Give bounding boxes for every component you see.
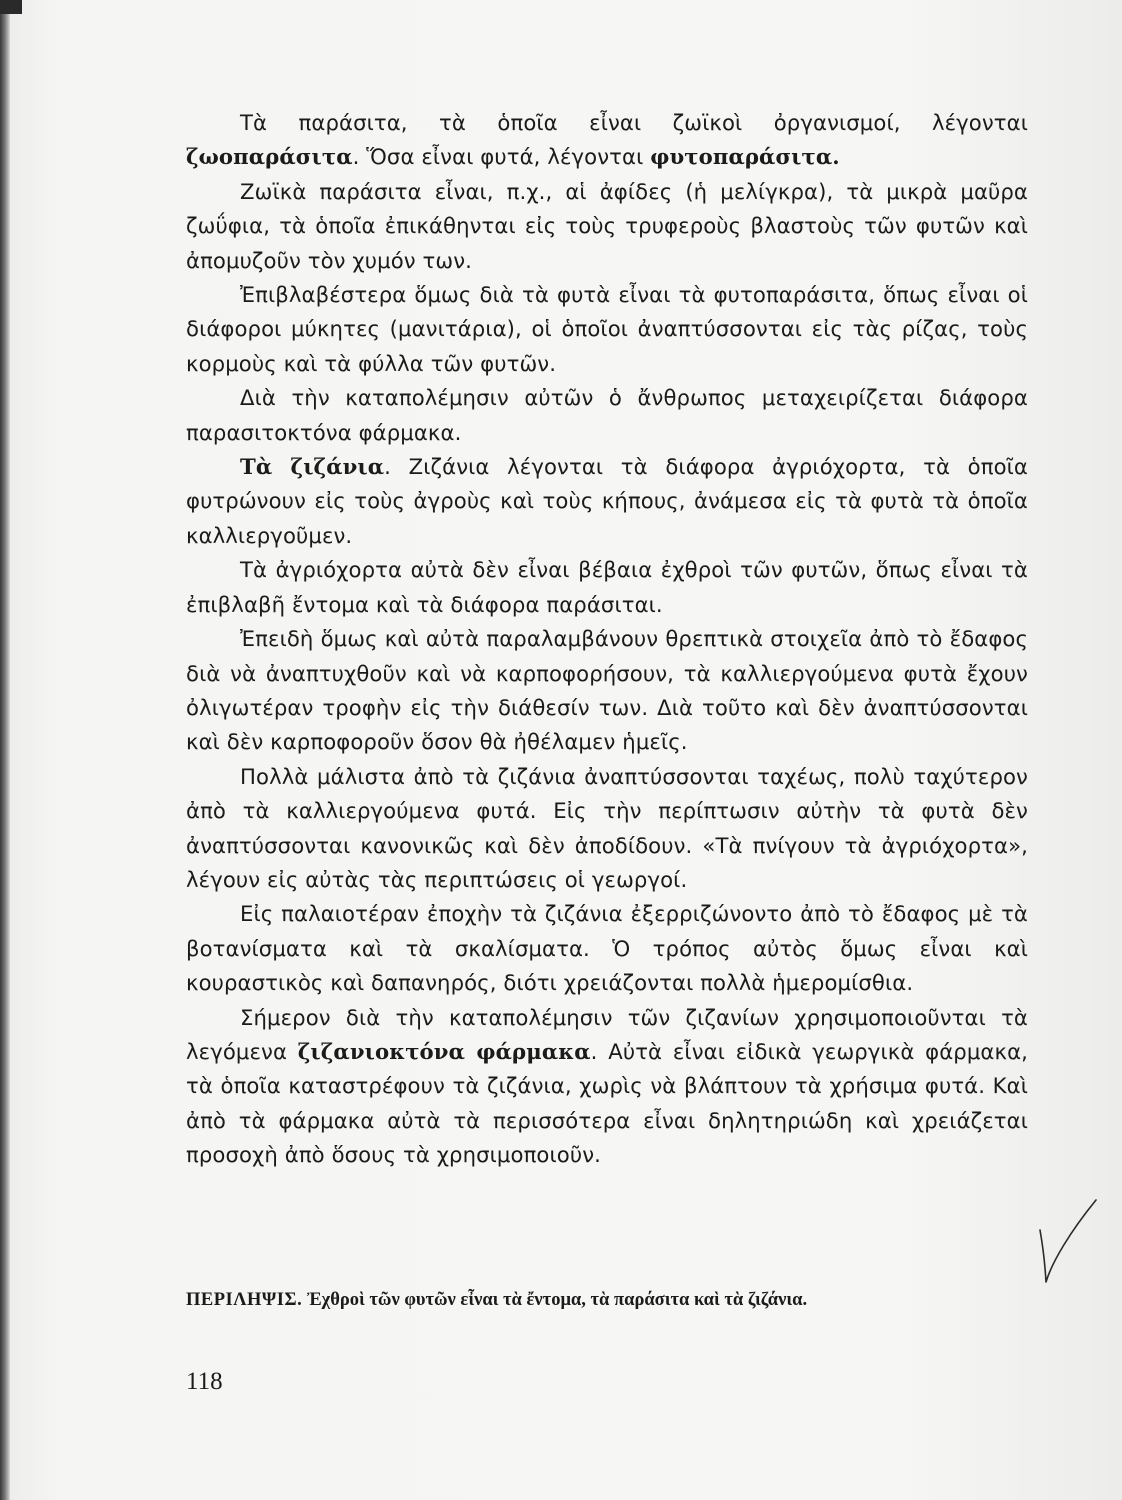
paragraph-text: . Ζιζάνια λέγονται τὰ διάφορα ἀγριόχορτα, τὰ ὁποῖα φυτρώνουν εἰς τοὺς ἀγροὺς καὶ τοὺς κήπους, ἀνάμεσα εἰς τὰ φυτὰ τὰ ὁποῖα καλλιεργοῦμεν.	[186, 454, 1028, 548]
page-corner-shadow	[0, 0, 22, 14]
summary-text: Ἐχθροὶ τῶν φυτῶν εἶναι τὰ ἔντομα, τὰ παράσιτα καὶ τὰ ζιζάνια.	[302, 1290, 808, 1310]
paragraph	[186, 278, 1028, 381]
paragraph-text: Ἐπιβλαβέστερα ὅμως διὰ τὰ φυτὰ εἶναι τὰ φυτοπαράσιτα, ὅπως εἶναι οἱ διάφοροι μύκητες (μανιτάρια), οἱ ὁποῖοι ἀναπτύσσονται εἰς τὰς ρίζας, τοὺς κορμοὺς καὶ τὰ φύλλα τῶν φυτῶν.	[186, 282, 1028, 376]
page-number: 118	[186, 1368, 223, 1395]
paragraph	[186, 897, 1028, 1000]
bold-term: ζωοπαράσιτα	[186, 144, 353, 170]
paragraph-text: Ζωϊκὰ παράσιτα εἶναι, π.χ., αἱ ἀφίδες (ἡ μελίγκρα), τὰ μικρὰ μαῦρα ζωΰφια, τὰ ὁποῖα ἐπικάθηνται εἰς τοὺς τρυφεροὺς βλαστοὺς τῶν φυτῶν καὶ ἀπομυζοῦν τὸν χυμόν των.	[186, 178, 1028, 273]
summary-label: ΠΕΡΙΛΗΨΙΣ.	[186, 1290, 303, 1310]
bold-term: Τὰ ζιζάνια	[240, 454, 385, 480]
page-binding-edge	[0, 0, 10, 1500]
paragraph	[186, 622, 1028, 760]
paragraph-text: Τὰ ἀγριόχορτα αὐτὰ δὲν εἶναι βέβαια ἐχθροὶ τῶν φυτῶν, ὅπως εἶναι τὰ ἐπιβλαβῆ ἔντομα καὶ τὰ διάφορα παράσιται.	[186, 557, 1028, 617]
paragraph-text: Πολλὰ μάλιστα ἀπὸ τὰ ζιζάνια ἀναπτύσσονται ταχέως, πολὺ ταχύτερον ἀπὸ τὰ καλλιεργούμενα φυτά. Εἰς τὴν περίπτωσιν αὐτὴν τὰ φυτὰ δὲν ἀναπτύσσονται κανονικῶς καὶ δὲν ἀποδίδουν. «Τὰ πνίγουν τὰ ἀγριόχορτα», λέγουν εἰς αὐτὰς τὰς περιπτώσεις οἱ γεωργοί.	[186, 763, 1028, 892]
paragraph	[186, 760, 1028, 898]
body-text	[186, 106, 1028, 1173]
paragraph	[186, 106, 1028, 175]
paragraph	[186, 553, 1028, 622]
summary	[186, 1284, 1028, 1316]
paragraph	[186, 1001, 1028, 1173]
paragraph-text: Τὰ παράσιτα, τὰ ὁποῖα εἶναι ζωϊκοὶ ὀργανισμοί, λέγονται	[240, 110, 1028, 135]
paragraph	[186, 175, 1028, 278]
handwritten-checkmark-icon	[1030, 1192, 1110, 1292]
paragraph-text: . Αὐτὰ εἶναι εἰδικὰ γεωργικὰ φάρμακα, τὰ ὁποῖα καταστρέφουν τὰ ζιζάνια, χωρὶς νὰ βλάπτουν τὰ χρήσιμα φυτά. Καὶ ἀπὸ τὰ φάρμακα αὐτὰ τὰ περισσότερα εἶναι δηλητηριώδη καὶ χρειάζεται προσοχὴ ἀπὸ ὅσους τὰ χρησιμοποιοῦν.	[186, 1038, 1028, 1168]
paragraph	[186, 381, 1028, 450]
paragraph	[186, 450, 1028, 553]
paragraph-text: Διὰ τὴν καταπολέμησιν αὐτῶν ὁ ἄνθρωπος μεταχειρίζεται διάφορα παρασιτοκτόνα φάρμακα.	[186, 385, 1028, 445]
paragraph-text: Σήμερον διὰ τὴν καταπολέμησιν τῶν ζιζανίων χρησιμοποιοῦνται τὰ λεγόμενα	[186, 1004, 1028, 1064]
paragraph-text: Ἐπειδὴ ὅμως καὶ αὐτὰ παραλαμβάνουν θρεπτικὰ στοιχεῖα ἀπὸ τὸ ἔδαφος διὰ νὰ ἀναπτυχθοῦν καὶ νὰ καρποφορήσουν, τὰ καλλιεργούμενα φυτὰ ἔχουν ὀλιγωτέραν τροφὴν εἰς τὴν διάθεσίν των. Διὰ τοῦτο καὶ δὲν ἀναπτύσσονται καὶ δὲν καρποφοροῦν ὅσον θὰ ἠθέλαμεν ἡμεῖς.	[186, 626, 1028, 755]
bold-term: ζιζανιοκτόνα φάρμακα	[297, 1038, 591, 1064]
paragraph-text: Εἰς παλαιοτέραν ἐποχὴν τὰ ζιζάνια ἐξερριζώνοντο ἀπὸ τὸ ἔδαφος μὲ τὰ βοτανίσματα καὶ τὰ σκαλίσματα. Ὁ τρόπος αὐτὸς ὅμως εἶναι καὶ κουραστικὸς καὶ δαπανηρός, διότι χρειάζονται πολλὰ ἡμερομίσθια.	[186, 901, 1028, 996]
bold-term: φυτοπαράσιτα.	[650, 144, 840, 170]
paragraph-text: . Ὅσα εἶναι φυτά, λέγονται	[352, 144, 651, 170]
